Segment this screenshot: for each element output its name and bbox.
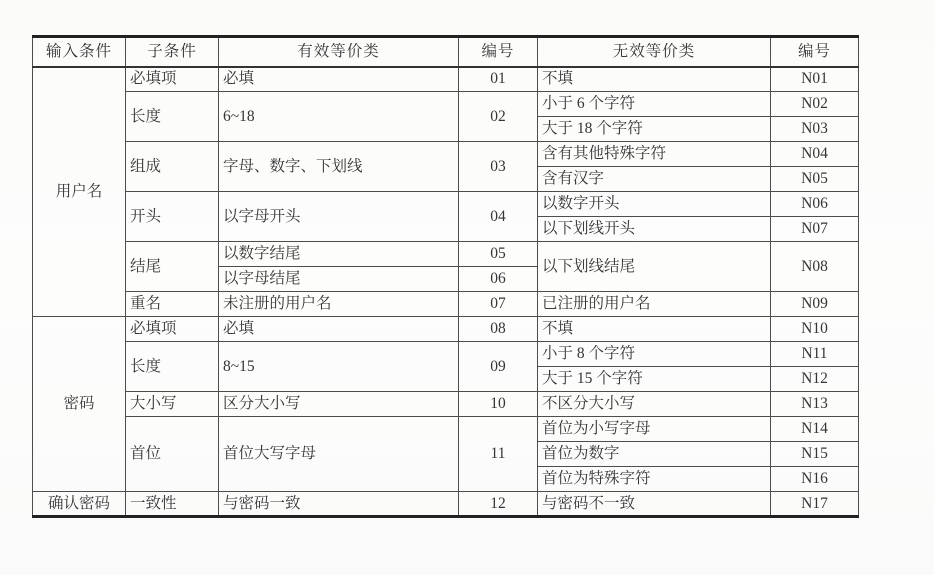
table-body: [33, 67, 859, 517]
table-row: [33, 417, 859, 442]
table-cell: 以数字结尾: [219, 242, 459, 267]
table-cell: 12: [459, 492, 538, 517]
table-cell: 大于 15 个字符: [538, 367, 771, 392]
table-header: [33, 37, 859, 67]
table-cell: N07: [771, 217, 859, 242]
table-cell: 07: [459, 292, 538, 317]
header-row: [33, 37, 859, 67]
table-cell: N04: [771, 142, 859, 167]
table-cell: 大小写: [126, 392, 219, 417]
table-cell: 组成: [126, 142, 219, 192]
table-cell: 01: [459, 67, 538, 92]
table-cell: 已注册的用户名: [538, 292, 771, 317]
table-cell: 以字母结尾: [219, 267, 459, 292]
table-cell: 不填: [538, 67, 771, 92]
table-cell: 重名: [126, 292, 219, 317]
header-cell: 编号: [459, 37, 538, 67]
table-row: [33, 317, 859, 342]
table-row: [33, 92, 859, 117]
table-cell: 首位为特殊字符: [538, 467, 771, 492]
table-cell: N06: [771, 192, 859, 217]
table-cell: 04: [459, 192, 538, 242]
table-row: [33, 292, 859, 317]
table-cell: 首位: [126, 417, 219, 492]
table-cell: 必填: [219, 317, 459, 342]
table-cell: 结尾: [126, 242, 219, 292]
header-cell: 编号: [771, 37, 859, 67]
table-cell: N14: [771, 417, 859, 442]
table-cell: 与密码一致: [219, 492, 459, 517]
table-cell: N05: [771, 167, 859, 192]
table-cell: N11: [771, 342, 859, 367]
table-row: [33, 492, 859, 517]
table-cell: N09: [771, 292, 859, 317]
table-row: [33, 67, 859, 92]
table-cell: 与密码不一致: [538, 492, 771, 517]
table-cell: 用户名: [33, 67, 126, 317]
table-cell: 确认密码: [33, 492, 126, 517]
table-cell: 长度: [126, 342, 219, 392]
table-cell: N15: [771, 442, 859, 467]
table-cell: N10: [771, 317, 859, 342]
table-cell: N13: [771, 392, 859, 417]
table-cell: 以下划线结尾: [538, 242, 771, 292]
table-cell: N08: [771, 242, 859, 292]
table-cell: 不区分大小写: [538, 392, 771, 417]
table-cell: 必填项: [126, 317, 219, 342]
table-cell: 含有汉字: [538, 167, 771, 192]
header-cell: 有效等价类: [219, 37, 459, 67]
table-cell: 不填: [538, 317, 771, 342]
table-cell: 未注册的用户名: [219, 292, 459, 317]
table-cell: 首位为小写字母: [538, 417, 771, 442]
table-cell: 大于 18 个字符: [538, 117, 771, 142]
table-cell: 一致性: [126, 492, 219, 517]
table-cell: 11: [459, 417, 538, 492]
table-cell: 含有其他特殊字符: [538, 142, 771, 167]
table-cell: 10: [459, 392, 538, 417]
table-cell: 必填项: [126, 67, 219, 92]
table-cell: 首位大写字母: [219, 417, 459, 492]
table-cell: 小于 6 个字符: [538, 92, 771, 117]
table-cell: 密码: [33, 317, 126, 492]
table-cell: 以字母开头: [219, 192, 459, 242]
table-cell: N02: [771, 92, 859, 117]
table-cell: N17: [771, 492, 859, 517]
table-row: [33, 242, 859, 267]
equivalence-class-table-container: [32, 35, 859, 518]
table-cell: 6~18: [219, 92, 459, 142]
header-cell: 无效等价类: [538, 37, 771, 67]
header-cell: 输入条件: [33, 37, 126, 67]
table-cell: 小于 8 个字符: [538, 342, 771, 367]
table-cell: 以数字开头: [538, 192, 771, 217]
table-cell: 字母、数字、下划线: [219, 142, 459, 192]
table-cell: N01: [771, 67, 859, 92]
table-cell: N16: [771, 467, 859, 492]
table-cell: 必填: [219, 67, 459, 92]
table-cell: 02: [459, 92, 538, 142]
table-cell: N12: [771, 367, 859, 392]
table-cell: 长度: [126, 92, 219, 142]
table-row: [33, 392, 859, 417]
table-row: [33, 342, 859, 367]
table-cell: N03: [771, 117, 859, 142]
table-cell: 区分大小写: [219, 392, 459, 417]
table-cell: 03: [459, 142, 538, 192]
table-cell: 06: [459, 267, 538, 292]
table-cell: 08: [459, 317, 538, 342]
table-cell: 09: [459, 342, 538, 392]
table-cell: 开头: [126, 192, 219, 242]
table-cell: 05: [459, 242, 538, 267]
table-cell: 8~15: [219, 342, 459, 392]
header-cell: 子条件: [126, 37, 219, 67]
table-cell: 首位为数字: [538, 442, 771, 467]
table-row: [33, 192, 859, 217]
equivalence-class-table: [32, 35, 859, 518]
table-cell: 以下划线开头: [538, 217, 771, 242]
table-row: [33, 142, 859, 167]
